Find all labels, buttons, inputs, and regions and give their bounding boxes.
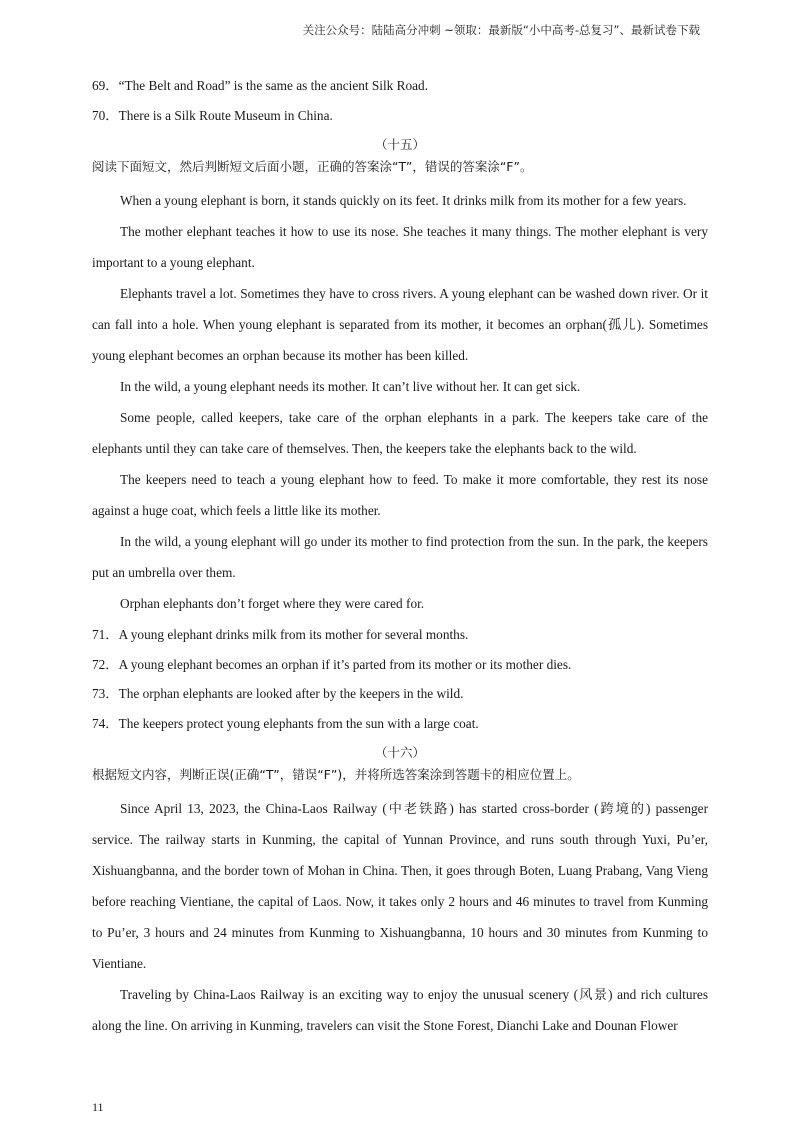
passage-15-paragraph-1: When a young elephant is born, it stands quickly on its feet. It drinks milk from its mother for a few years.: [120, 193, 687, 208]
passage-15-paragraph-5: Some people, called keepers, take care of the orphan elephants in a park. The keepers take care of the elephants until they can take care of themselves. Then, the keepers take the elephants back to the wild.: [92, 410, 708, 456]
section-16-title: （十六）: [374, 745, 425, 760]
question-73: 73．The orphan elephants are looked after by the keepers in the wild.: [92, 686, 464, 701]
section-16-instruction: 根据短文内容，判断正误(正确“T”，错误“F”)，并将所选答案涂到答题卡的相应位置上。: [92, 767, 580, 782]
page-content: [92, 76, 708, 1041]
passage-15-paragraph-3: Elephants travel a lot. Sometimes they have to cross rivers. A young elephant can be washed down river. Or it can fall into a hole. When young elephant is separated from its mother, it becomes an orphan(孤儿). Sometimes young elephant becomes an orphan because its mother has been killed.: [92, 286, 708, 363]
passage-15-paragraph-7: In the wild, a young elephant will go under its mother to find protection from the sun. In the park, the keepers put an umbrella over them.: [92, 534, 708, 580]
section-15-title: （十五）: [374, 137, 425, 152]
question-69: 69．“The Belt and Road” is the same as the ancient Silk Road.: [92, 78, 429, 93]
question-70: 70．There is a Silk Route Museum in China.: [92, 107, 333, 123]
passage-15-paragraph-4: In the wild, a young elephant needs its mother. It can’t live without her. It can get sick.: [120, 379, 581, 394]
page-number: 11: [92, 1100, 104, 1114]
passage-15-paragraph-6: The keepers need to teach a young elephant how to feed. To make it more comfortable, they rest its nose against a huge coat, which feels a little like its mother.: [92, 472, 708, 518]
passage-15-paragraph-8: Orphan elephants don’t forget where they were cared for.: [120, 596, 425, 611]
question-74: 74．The keepers protect young elephants from the sun with a large coat.: [92, 715, 479, 731]
passage-15-paragraph-2: The mother elephant teaches it how to use its nose. She teaches it many things. The mother elephant is very important to a young elephant.: [92, 224, 708, 270]
section-15-instruction: 阅读下面短文，然后判断短文后面小题，正确的答案涂“T”，错误的答案涂“F”。: [92, 159, 533, 174]
passage-16-paragraph-1: Since April 13, 2023, the China-Laos Railway (中老铁路) has started cross-border (跨境的) passenger service. The railway starts in Kunming, the capital of Yunnan Province, and runs south through Yuxi, Pu’er, Xishuangbanna, and the border town of Mohan in China. Then, it goes through Boten, Luang Prabang, Vang Vieng before reaching Vientiane, the capital of Laos. Now, it takes only 2 hours and 46 minutes to travel from Kunming to Pu’er, 3 hours and 24 minutes from Kunming to Xishuangbanna, 10 hours and 30 minutes from Kunming to Vientiane.: [92, 801, 708, 971]
question-72: 72．A young elephant becomes an orphan if it’s parted from its mother or its mother dies.: [92, 656, 572, 672]
passage-16-paragraph-2: Traveling by China-Laos Railway is an exciting way to enjoy the unusual scenery (风景) and rich cultures along the line. On arriving in Kunming, travelers can visit the Stone Forest, Dianchi Lake and Dounan Flower: [92, 987, 708, 1033]
question-71: 71．A young elephant drinks milk from its mother for several months.: [92, 627, 469, 642]
page-header: 关注公众号：陆陆高分冲刺 ~领取：最新版“小中高考-总复习”、最新试卷下载: [302, 23, 700, 37]
